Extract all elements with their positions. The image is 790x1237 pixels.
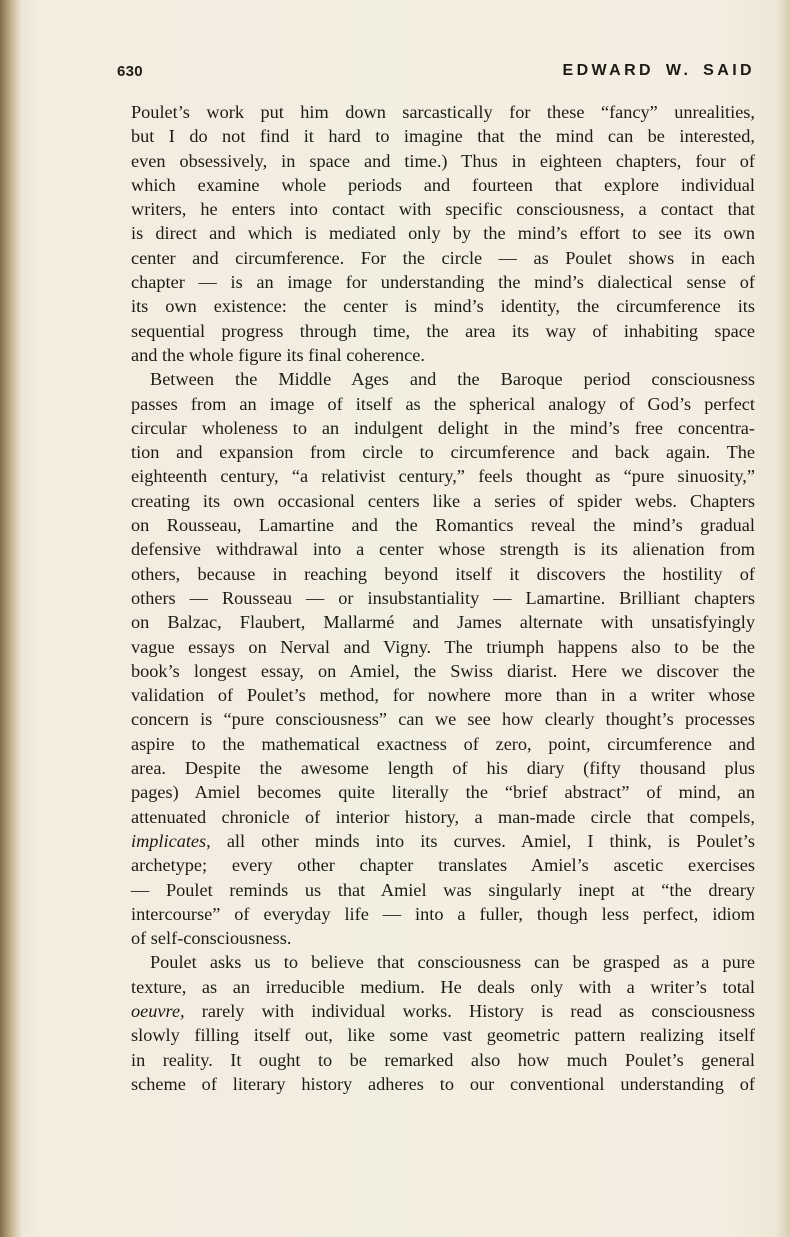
text-line: slowly filling itself out, like some vast geometric pattern realizing itself [131, 1025, 755, 1046]
text-line: is direct and which is mediated only by the mind’s effort to see its own [131, 223, 755, 244]
text-line: attenuated chronicle of interior history, a man-made circle that compels, [131, 806, 755, 827]
text-line: scheme of literary history adheres to our conventional understanding of [131, 1073, 755, 1094]
text-line: center and circumference. For the circle — as Poulet shows in each [131, 247, 755, 268]
text-line: of self-consciousness. [131, 928, 292, 949]
text-line: validation of Poulet’s method, for nowhere more than in a writer whose [131, 685, 755, 706]
text-line: which examine whole periods and fourteen that explore individual [131, 174, 755, 195]
text-fragment: all other minds into its curves. Amiel, I think, is Poulet’s [210, 830, 755, 851]
running-head: EDWARD W. SAID [562, 62, 755, 79]
text-line: on Rousseau, Lamartine and the Romantics reveal the mind’s gradual [131, 515, 755, 536]
text-line: area. Despite the awesome length of his diary (fifty thousand plus [131, 758, 755, 779]
page-header [117, 60, 755, 88]
text-line: but I do not find it hard to imagine that the mind can be interested, [131, 126, 755, 147]
text-line: book’s longest essay, on Amiel, the Swiss diarist. Here we discover the [131, 660, 755, 681]
text-line: — Poulet reminds us that Amiel was singularly inept at “the dreary [131, 879, 755, 900]
text-line: and the whole figure its final coherence. [131, 344, 425, 365]
italic-word: implicates, [131, 830, 211, 851]
text-line: aspire to the mathematical exactness of zero, point, circumference and [131, 733, 755, 754]
paragraph-first-line: Between the Middle Ages and the Baroque period consciousness [150, 369, 755, 390]
page-edge-shadow [776, 0, 790, 1237]
text-line: on Balzac, Flaubert, Mallarmé and James alternate with unsatisfyingly [131, 612, 755, 633]
text-line: others — Rousseau — or insubstantiality — Lamartine. Brilliant chapters [131, 587, 755, 608]
text-line: creating its own occasional centers like a series of spider webs. Chapters [131, 490, 755, 511]
text-line: intercourse” of everyday life — into a fuller, though less perfect, idiom [131, 903, 755, 924]
text-line: others, because in reaching beyond itself it discovers the hostility of [131, 563, 755, 584]
text-line-italic-start [131, 829, 755, 853]
text-line: vague essays on Nerval and Vigny. The triumph happens also to be the [131, 636, 755, 657]
text-line: Poulet’s work put him down sarcastically for these “fancy” unrealities, [131, 102, 755, 122]
text-line: in reality. It ought to be remarked also how much Poulet’s general [131, 1049, 755, 1070]
text-line: eighteenth century, “a relativist century,” feels thought as “pure sinuosity,” [131, 466, 755, 487]
text-line: its own existence: the center is mind’s identity, the circumference its [131, 296, 755, 317]
text-line: tion and expansion from circle to circumference and back again. The [131, 442, 755, 463]
text-line: even obsessively, in space and time.) Thus in eighteen chapters, four of [131, 150, 755, 171]
text-line: archetype; every other chapter translates Amiel’s ascetic exercises [131, 855, 755, 876]
body-text [131, 100, 755, 1096]
text-line: writers, he enters into contact with specific consciousness, a contact that [131, 199, 755, 220]
text-line: passes from an image of itself as the spherical analogy of God’s perfect [131, 393, 755, 414]
page-number: 630 [117, 63, 143, 80]
text-line: pages) Amiel becomes quite literally the “brief abstract” of mind, an [131, 782, 755, 803]
italic-word: oeuvre, [131, 1000, 185, 1021]
text-fragment: rarely with individual works. History is read as consciousness [184, 1000, 755, 1021]
paragraph-first-line: Poulet asks us to believe that consciousness can be grasped as a pure [150, 952, 755, 973]
text-line: texture, as an irreducible medium. He deals only with a writer’s total [131, 976, 755, 997]
text-line: chapter — is an image for understanding the mind’s dialectical sense of [131, 272, 755, 293]
text-line: defensive withdrawal into a center whose strength is its alienation from [131, 539, 755, 560]
text-line: circular wholeness to an indulgent delight in the mind’s free concentra- [131, 417, 755, 438]
book-spine-shadow [0, 0, 22, 1237]
text-line: concern is “pure consciousness” can we see how clearly thought’s processes [131, 709, 755, 730]
text-line: sequential progress through time, the area its way of inhabiting space [131, 320, 755, 341]
text-line-italic-start [131, 999, 755, 1023]
